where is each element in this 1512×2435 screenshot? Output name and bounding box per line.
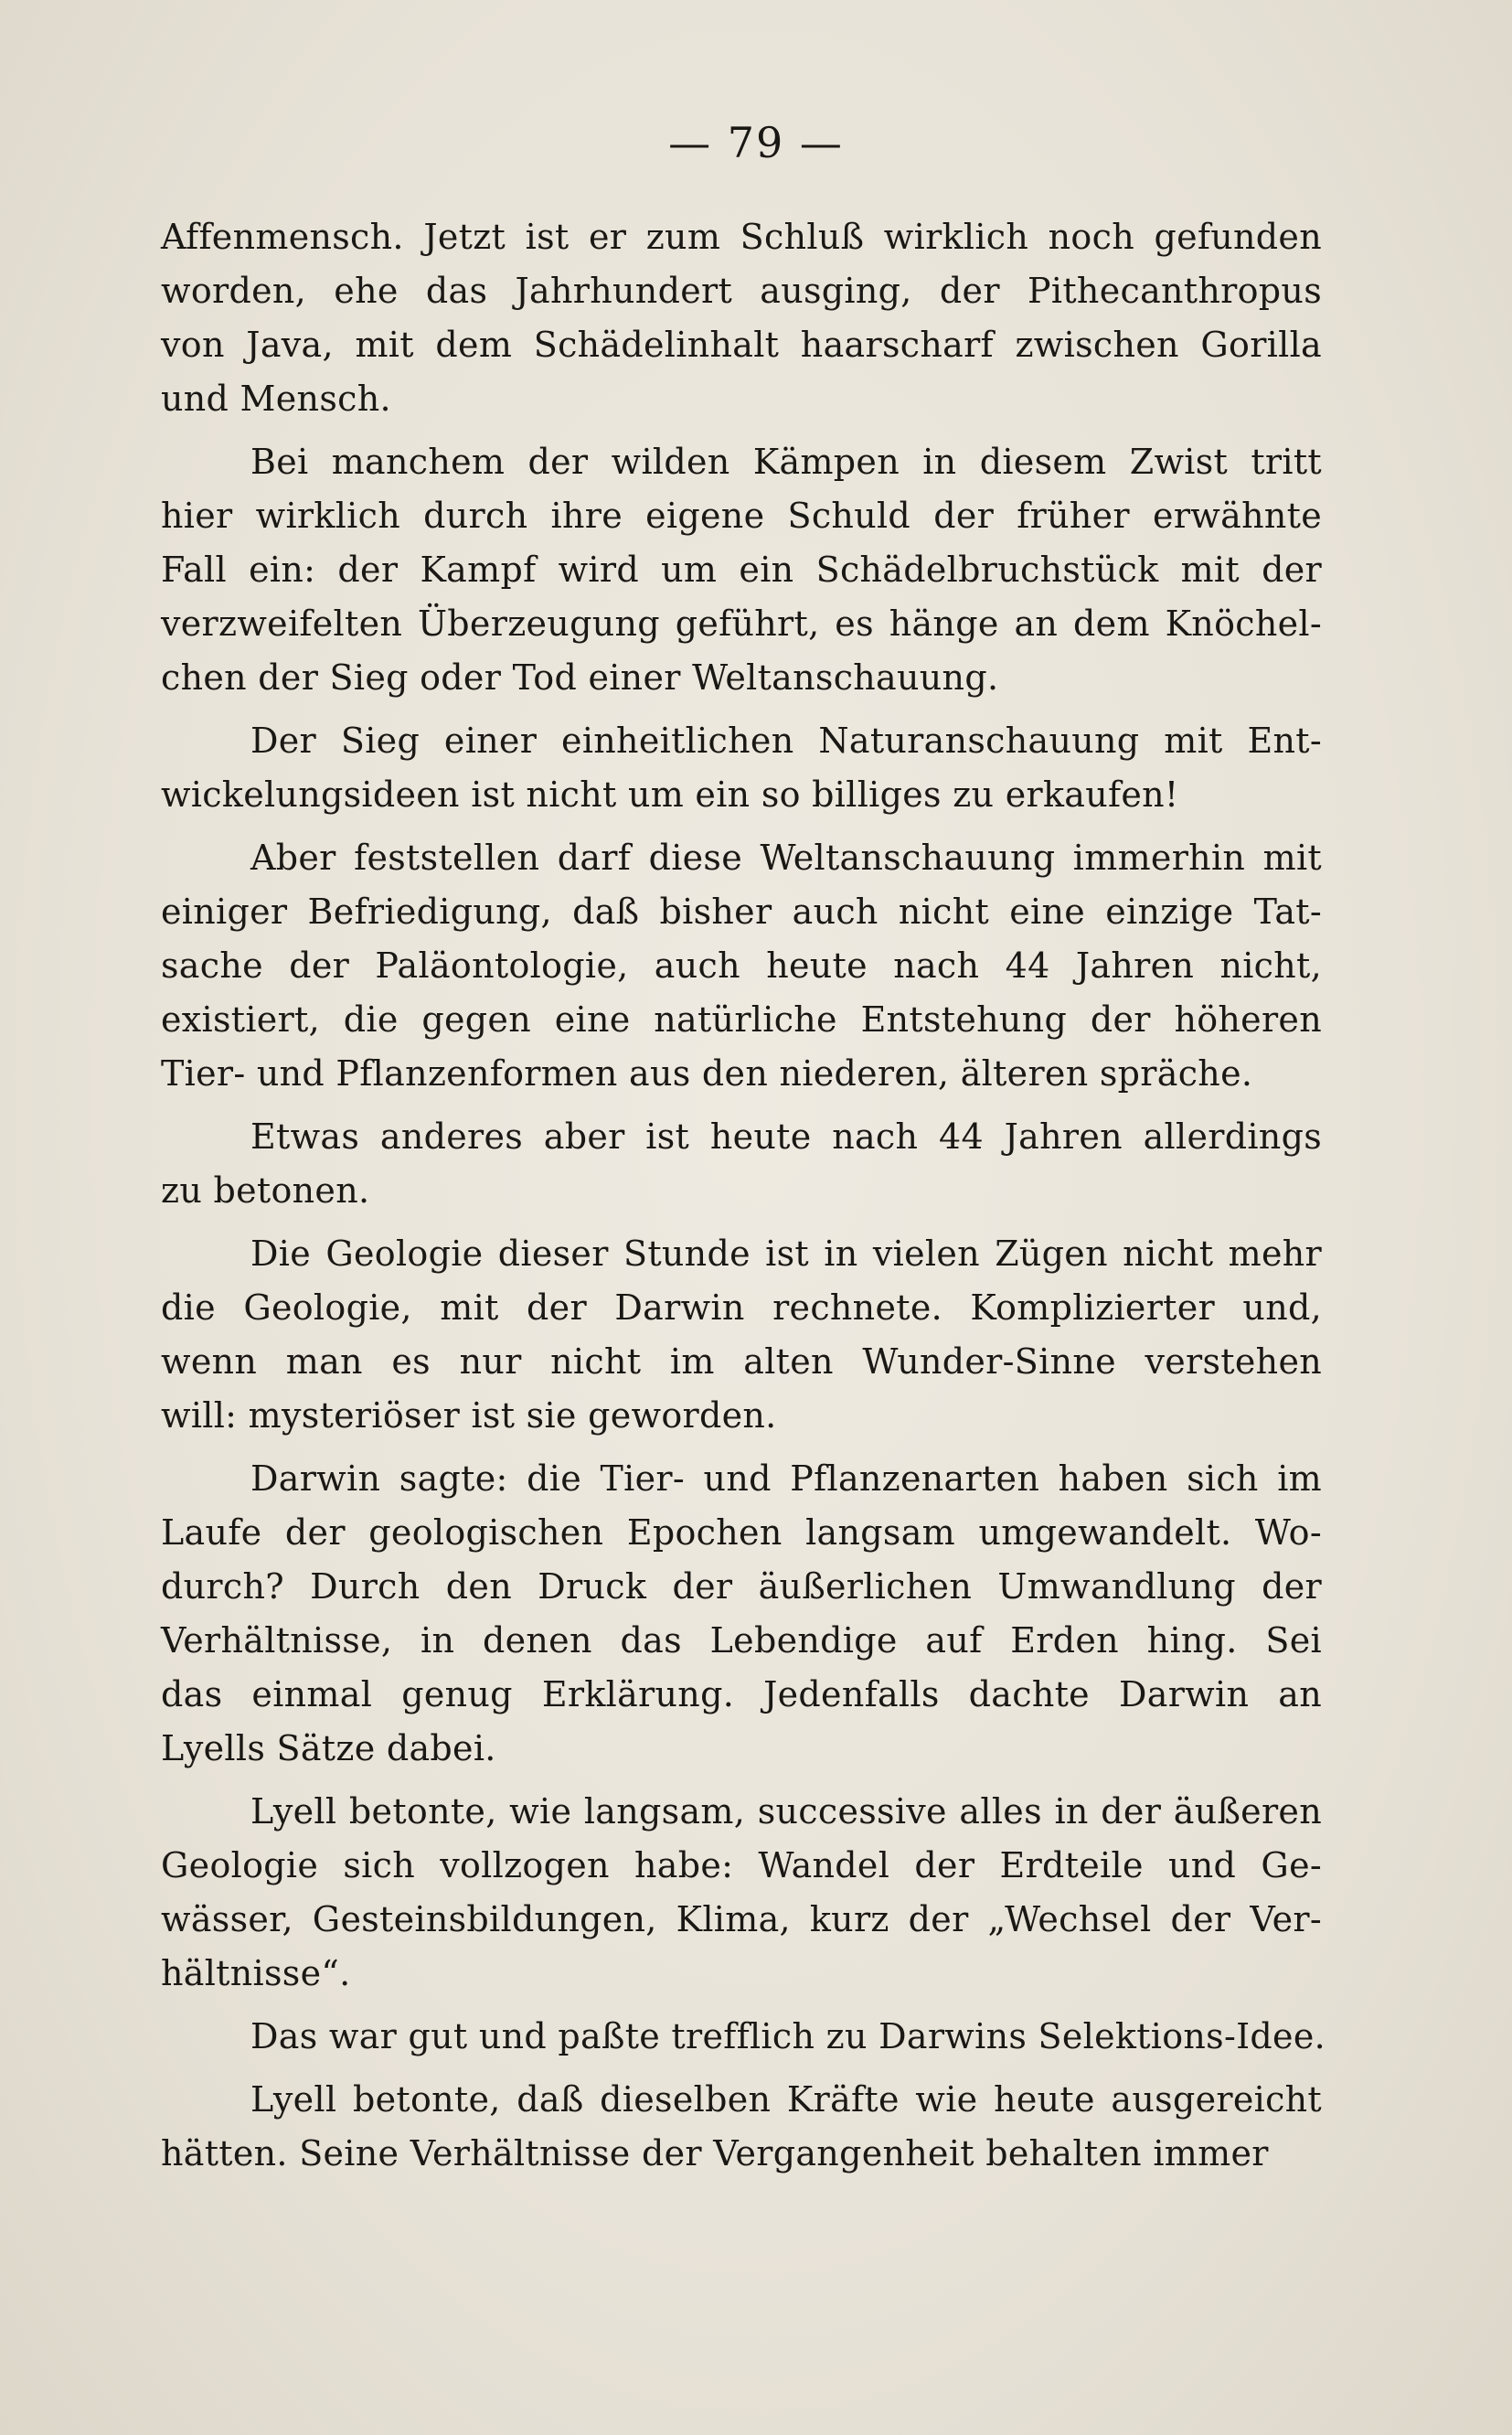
paragraph [161, 1785, 1322, 2001]
paragraph [161, 1110, 1322, 1218]
text-line: wickelungsideen ist nicht um ein so billiges zu erkaufen! [161, 774, 1179, 815]
text-line: Bei manchem der wilden Kämpen in diesem Zwist tritt [250, 442, 1322, 482]
text-line: Das war gut und paßte trefflich zu Darwins Selektions-Idee. [250, 2016, 1326, 2056]
text-line: Laufe der geologischen Epochen langsam umgewandelt. Wo- [161, 1512, 1322, 1553]
page-number: — 79 — [668, 118, 844, 167]
text-line: Lyell betonte, wie langsam, successive alles in der äußeren [250, 1791, 1322, 1832]
text-line: hältnisse“. [161, 1953, 351, 1993]
text-line: Der Sieg einer einheitlichen Naturanschauung mit Ent- [250, 721, 1322, 761]
text-line: Lyell betonte, daß dieselben Kräfte wie heute ausgereicht [250, 2079, 1322, 2120]
text-line: hier wirklich durch ihre eigene Schuld der früher erwähnte [161, 496, 1322, 536]
text-line: Etwas anderes aber ist heute nach 44 Jahren allerdings [250, 1116, 1322, 1157]
text-line: einiger Befriedigung, daß bisher auch nicht eine einzige Tat- [161, 892, 1322, 932]
text-line: chen der Sieg oder Tod einer Weltanschauung. [161, 657, 999, 698]
paragraph [161, 1452, 1322, 1776]
text-line: worden, ehe das Jahrhundert ausging, der Pithecanthropus [161, 271, 1322, 311]
paragraph [161, 831, 1322, 1101]
text-line: Darwin sagte: die Tier- und Pflanzenarten haben sich im [250, 1458, 1322, 1499]
text-line: und Mensch. [161, 379, 391, 419]
body-text [161, 210, 1326, 2190]
text-line: Lyells Sätze dabei. [161, 1728, 496, 1768]
text-line: Geologie sich vollzogen habe: Wandel der Erdteile und Ge- [161, 1845, 1322, 1885]
paragraph [161, 2073, 1322, 2181]
paragraph [161, 210, 1322, 426]
text-line: Verhältnisse, in denen das Lebendige auf Erden hing. Sei [161, 1620, 1322, 1661]
text-line: Affenmensch. Jetzt ist er zum Schluß wirklich noch gefunden [161, 217, 1322, 257]
text-line: das einmal genug Erklärung. Jedenfalls dachte Darwin an [161, 1674, 1322, 1714]
paragraph [161, 714, 1322, 822]
text-line: verzweifelten Überzeugung geführt, es hänge an dem Knöchel- [161, 603, 1322, 644]
text-line: wässer, Gesteinsbildungen, Klima, kurz der „Wechsel der Ver- [161, 1899, 1322, 1939]
text-line: Aber feststellen darf diese Weltanschauung immerhin mit [250, 838, 1322, 878]
text-line: Tier- und Pflanzenformen aus den niederen, älteren spräche. [161, 1053, 1253, 1094]
text-line: hätten. Seine Verhältnisse der Vergangenheit behalten immer [161, 2133, 1269, 2173]
text-line: Die Geologie dieser Stunde ist in vielen Zügen nicht mehr [250, 1234, 1322, 1274]
text-line: die Geologie, mit der Darwin rechnete. Komplizierter und, [161, 1287, 1322, 1328]
text-line: durch? Durch den Druck der äußerlichen Umwandlung der [161, 1566, 1322, 1607]
text-line: will: mysteriöser ist sie geworden. [161, 1395, 777, 1436]
text-line: von Java, mit dem Schädelinhalt haarscharf zwischen Gorilla [161, 325, 1322, 365]
text-line: sache der Paläontologie, auch heute nach 44 Jahren nicht, [161, 945, 1322, 986]
paragraph [161, 435, 1322, 705]
text-line: Fall ein: der Kampf wird um ein Schädelbruchstück mit der [161, 550, 1322, 590]
text-line: existiert, die gegen eine natürliche Entstehung der höheren [161, 999, 1322, 1040]
paragraph [161, 2010, 1326, 2064]
paragraph [161, 1227, 1322, 1443]
text-line: wenn man es nur nicht im alten Wunder-Sinne verstehen [161, 1341, 1322, 1382]
text-line: zu betonen. [161, 1170, 370, 1211]
